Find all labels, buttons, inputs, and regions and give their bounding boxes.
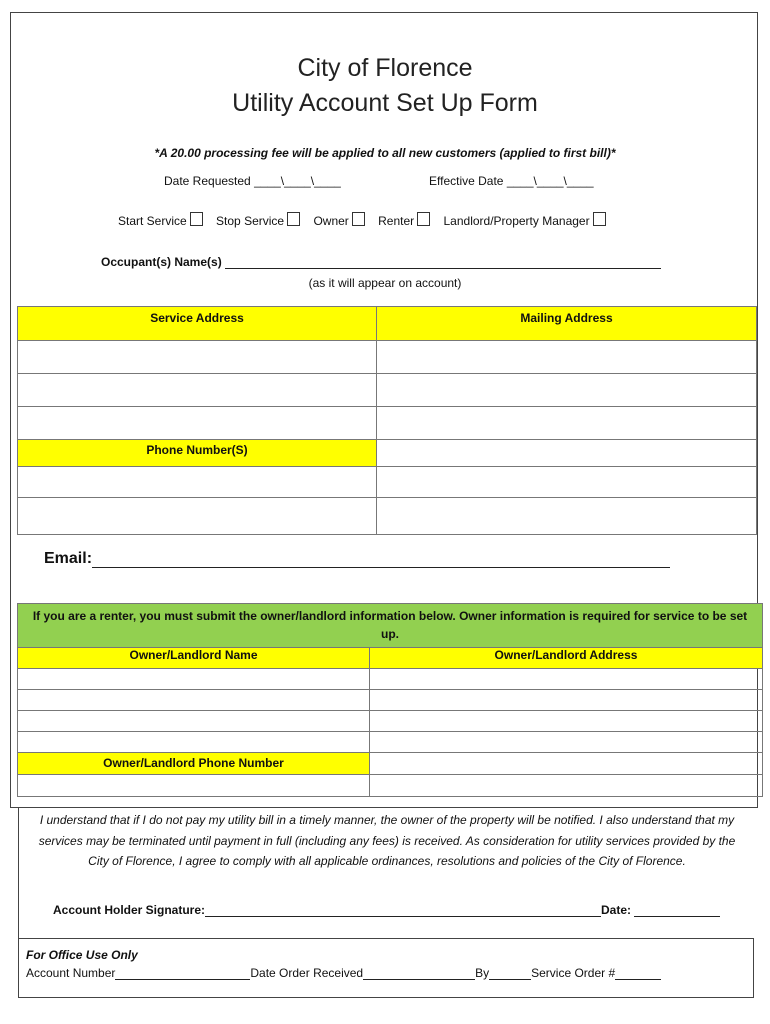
checkbox-renter[interactable] <box>378 212 430 228</box>
occupant-name-input[interactable] <box>225 256 661 269</box>
owner-table <box>17 603 763 797</box>
owner-address-header: Owner/Landlord Address <box>370 648 763 669</box>
form-title-city: City of Florence <box>297 54 473 82</box>
checkbox-label: Landlord/Property Manager <box>443 214 590 228</box>
account-number-label: Account Number <box>26 966 116 980</box>
checkbox-box-icon[interactable] <box>190 212 203 226</box>
checkbox-box-icon[interactable] <box>287 212 300 226</box>
service-address-cell[interactable] <box>18 374 377 407</box>
checkbox-box-icon[interactable] <box>352 212 365 226</box>
occupant-name-note: (as it will appear on account) <box>308 276 462 290</box>
checkbox-label: Stop Service <box>216 214 285 228</box>
owner-name-cell[interactable] <box>18 732 370 753</box>
mailing-address-header: Mailing Address <box>377 307 757 341</box>
owner-name-header: Owner/Landlord Name <box>18 648 370 669</box>
owner-address-cell[interactable] <box>370 690 763 711</box>
owner-name-cell[interactable] <box>18 690 370 711</box>
owner-address-cell[interactable] <box>370 775 763 797</box>
form-title: Utility Account Set Up Form <box>232 89 538 117</box>
date-requested-label: Date Requested <box>164 174 251 188</box>
mailing-address-cell[interactable] <box>377 498 757 535</box>
checkbox-label: Renter <box>378 214 415 228</box>
email-input[interactable] <box>92 551 670 568</box>
checkbox-label: Owner <box>313 214 349 228</box>
owner-phone-cell[interactable] <box>18 775 370 797</box>
renter-notice: If you are a renter, you must submit the owner/landlord information below. Owner information is required for service to be set up. <box>18 604 763 648</box>
owner-address-cell[interactable] <box>370 753 763 775</box>
mailing-address-cell[interactable] <box>377 467 757 498</box>
signature-row <box>53 903 720 917</box>
service-order-label: Service Order # <box>531 966 616 980</box>
address-table <box>17 306 757 535</box>
owner-address-cell[interactable] <box>370 711 763 732</box>
date-requested-value[interactable]: ____\____\____ <box>254 174 341 188</box>
checkbox-box-icon[interactable] <box>417 212 430 226</box>
effective-date-label: Effective Date <box>429 174 504 188</box>
office-use-box <box>18 938 754 998</box>
agreement-box-border <box>18 808 19 938</box>
service-type-checkboxes <box>118 212 616 228</box>
by-input[interactable] <box>489 967 531 980</box>
signature-label: Account Holder Signature: <box>53 903 206 917</box>
agreement-text: I understand that if I do not pay my utility bill in a timely manner, the owner of the property will be notified. I also understand that my services may be terminated until payment in full (including any fees) is received. As consideration for utility services provided by the City of Florence, I agree to comply with all applicable ordinances, resolutions and policies of the City of Florence. <box>38 813 736 868</box>
owner-address-cell[interactable] <box>370 669 763 690</box>
effective-date-value[interactable]: ____\____\____ <box>506 174 594 188</box>
date-order-received-label: Date Order Received <box>250 966 364 980</box>
phone-number-cell[interactable] <box>18 467 377 498</box>
checkbox-stop-service[interactable] <box>216 212 300 228</box>
service-order-input[interactable] <box>615 967 661 980</box>
mailing-address-cell[interactable] <box>377 374 757 407</box>
mailing-address-cell[interactable] <box>377 407 757 440</box>
effective-date-field[interactable] <box>429 174 594 188</box>
mailing-address-cell[interactable] <box>377 440 757 467</box>
owner-name-cell[interactable] <box>18 669 370 690</box>
owner-name-cell[interactable] <box>18 711 370 732</box>
owner-phone-header: Owner/Landlord Phone Number <box>18 753 370 775</box>
checkbox-box-icon[interactable] <box>593 212 606 226</box>
checkbox-landlord[interactable] <box>444 212 606 228</box>
checkbox-start-service[interactable] <box>118 212 203 228</box>
fee-notice: *A 20.00 processing fee will be applied to all new customers (applied to first bill)* <box>154 146 616 160</box>
phone-number-cell[interactable] <box>18 498 377 535</box>
email-field <box>44 550 670 568</box>
by-label: By <box>475 966 490 980</box>
service-address-cell[interactable] <box>18 341 377 374</box>
checkbox-owner[interactable] <box>313 212 364 228</box>
service-address-header: Service Address <box>18 307 377 341</box>
phone-numbers-header: Phone Number(S) <box>18 440 377 467</box>
owner-address-cell[interactable] <box>370 732 763 753</box>
occupant-name-field <box>101 255 661 269</box>
email-label: Email: <box>44 550 93 567</box>
office-use-heading: For Office Use Only <box>26 948 138 962</box>
occupant-name-label: Occupant(s) Name(s) <box>101 255 222 269</box>
signature-date-input[interactable] <box>634 904 720 917</box>
service-address-cell[interactable] <box>18 407 377 440</box>
checkbox-label: Start Service <box>118 214 187 228</box>
office-use-fields <box>26 966 661 980</box>
account-number-input[interactable] <box>115 967 250 980</box>
mailing-address-cell[interactable] <box>377 341 757 374</box>
date-order-received-input[interactable] <box>363 967 475 980</box>
signature-input[interactable] <box>205 904 601 917</box>
signature-date-label: Date: <box>601 903 632 917</box>
date-requested-field[interactable] <box>164 174 341 188</box>
